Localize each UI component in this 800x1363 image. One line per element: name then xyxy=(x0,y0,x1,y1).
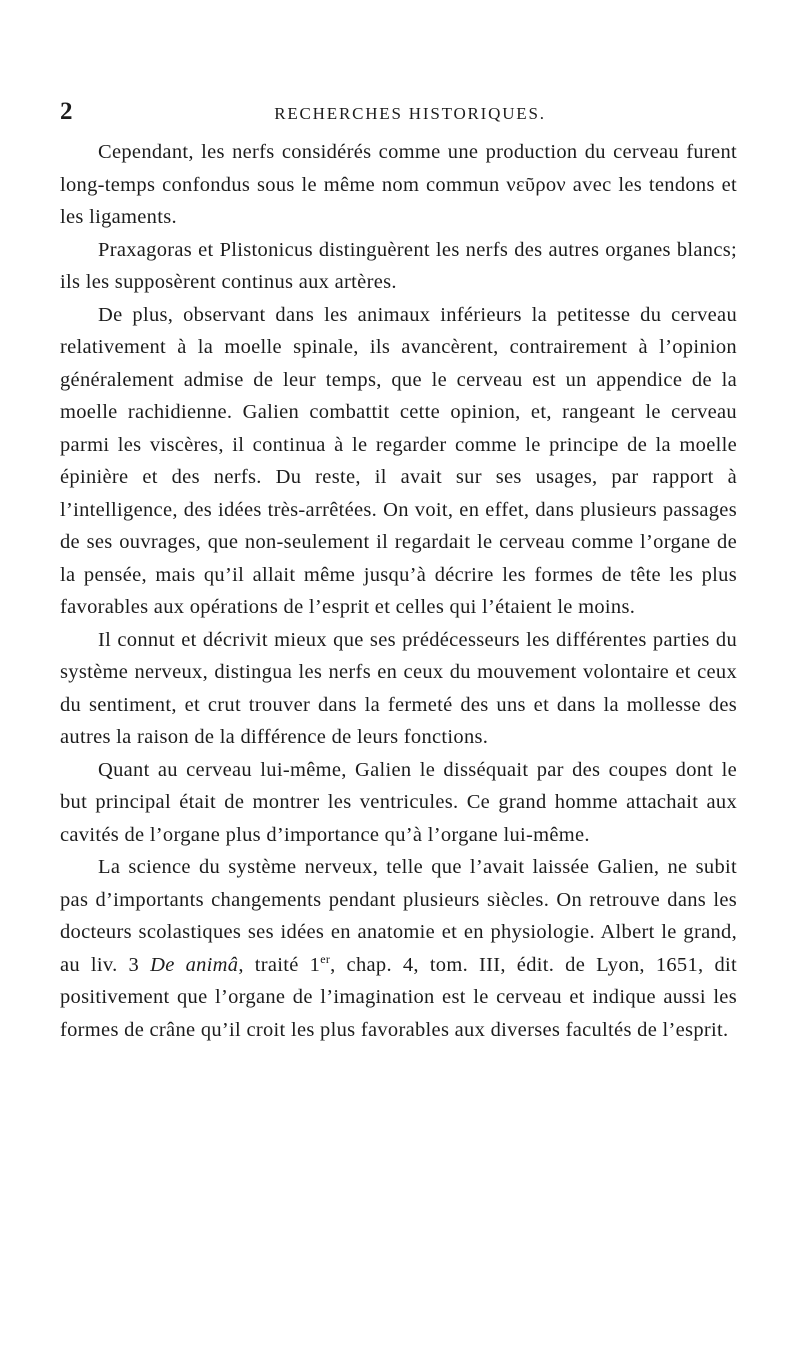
paragraph-6 xyxy=(60,851,737,1046)
page-header xyxy=(60,98,750,130)
paragraph-2: Praxagoras et Plistonicus distinguèrent les nerfs des autres organes blancs; ils les supposèrent continus aux artères. xyxy=(60,238,737,293)
paragraph-6-text-b: , traité 1 xyxy=(238,953,321,976)
paragraph-6-text-a: La science du système nerveux, telle que l’avait laissée Galien, ne subit pas d’importants changements pendant plusieurs siècles. On retrouve dans les docteurs scolastiques ses idées en anatomie et en physiologie. Albert le grand, au liv. 3 xyxy=(60,856,737,976)
paragraph-4: Il connut et décrivit mieux que ses prédécesseurs les différentes parties du système nerveux, distingua les nerfs en ceux du mouvement volontaire et ceux du sentiment, et crut trouver dans la fermeté des uns et dans la mollesse des autres la raison de la différence de leurs fonctions. xyxy=(60,628,737,748)
paragraph-3: De plus, observant dans les animaux inférieurs la petitesse du cerveau relativement à la moelle spinale, ils avancèrent, contrairement à l’opinion généralement admise de leur temps, que le cerveau est un appendice de la moelle rachidienne. Galien combattit cette opinion, et, rangeant le cerveau parmi les viscères, il continua à le regarder comme le principe de la moelle épinière et des nerfs. Du reste, il avait sur ses usages, par rapport à l’intelligence, des idées très-arrêtées. On voit, en effet, dans plusieurs passages de ses ouvrages, que non-seulement il regardait le cerveau comme l’organe de la pensée, mais qu’il allait même jusqu’à décrire les formes de tête les plus favorables aux opérations de l’esprit et celles qui l’étaient le moins. xyxy=(60,303,737,618)
running-title: RECHERCHES HISTORIQUES. xyxy=(274,104,546,123)
paragraph-1: Cependant, les nerfs considérés comme une production du cerveau furent long-temps confondus sous le même nom commun νεῦρον avec les tendons et les ligaments. xyxy=(60,141,737,228)
page-number: 2 xyxy=(60,98,73,125)
book-title-italic: De animâ xyxy=(150,953,239,976)
paragraph-5: Quant au cerveau lui-même, Galien le disséquait par des coupes dont le but principal était de montrer les ventricules. Ce grand homme attachait aux cavités de l’organe plus d’importance qu’à l’organe lui-même. xyxy=(60,758,737,846)
body-text xyxy=(60,136,737,1046)
paragraph-6-text-c: , chap. 4, tom. III, édit. de Lyon, 1651, dit positivement que l’organe de l’imagination est le cerveau et indique aussi les formes de crâne qu’il croit les plus favorables aux diverses facultés de l’esprit. xyxy=(60,953,737,1041)
superscript-er: er xyxy=(320,951,331,966)
